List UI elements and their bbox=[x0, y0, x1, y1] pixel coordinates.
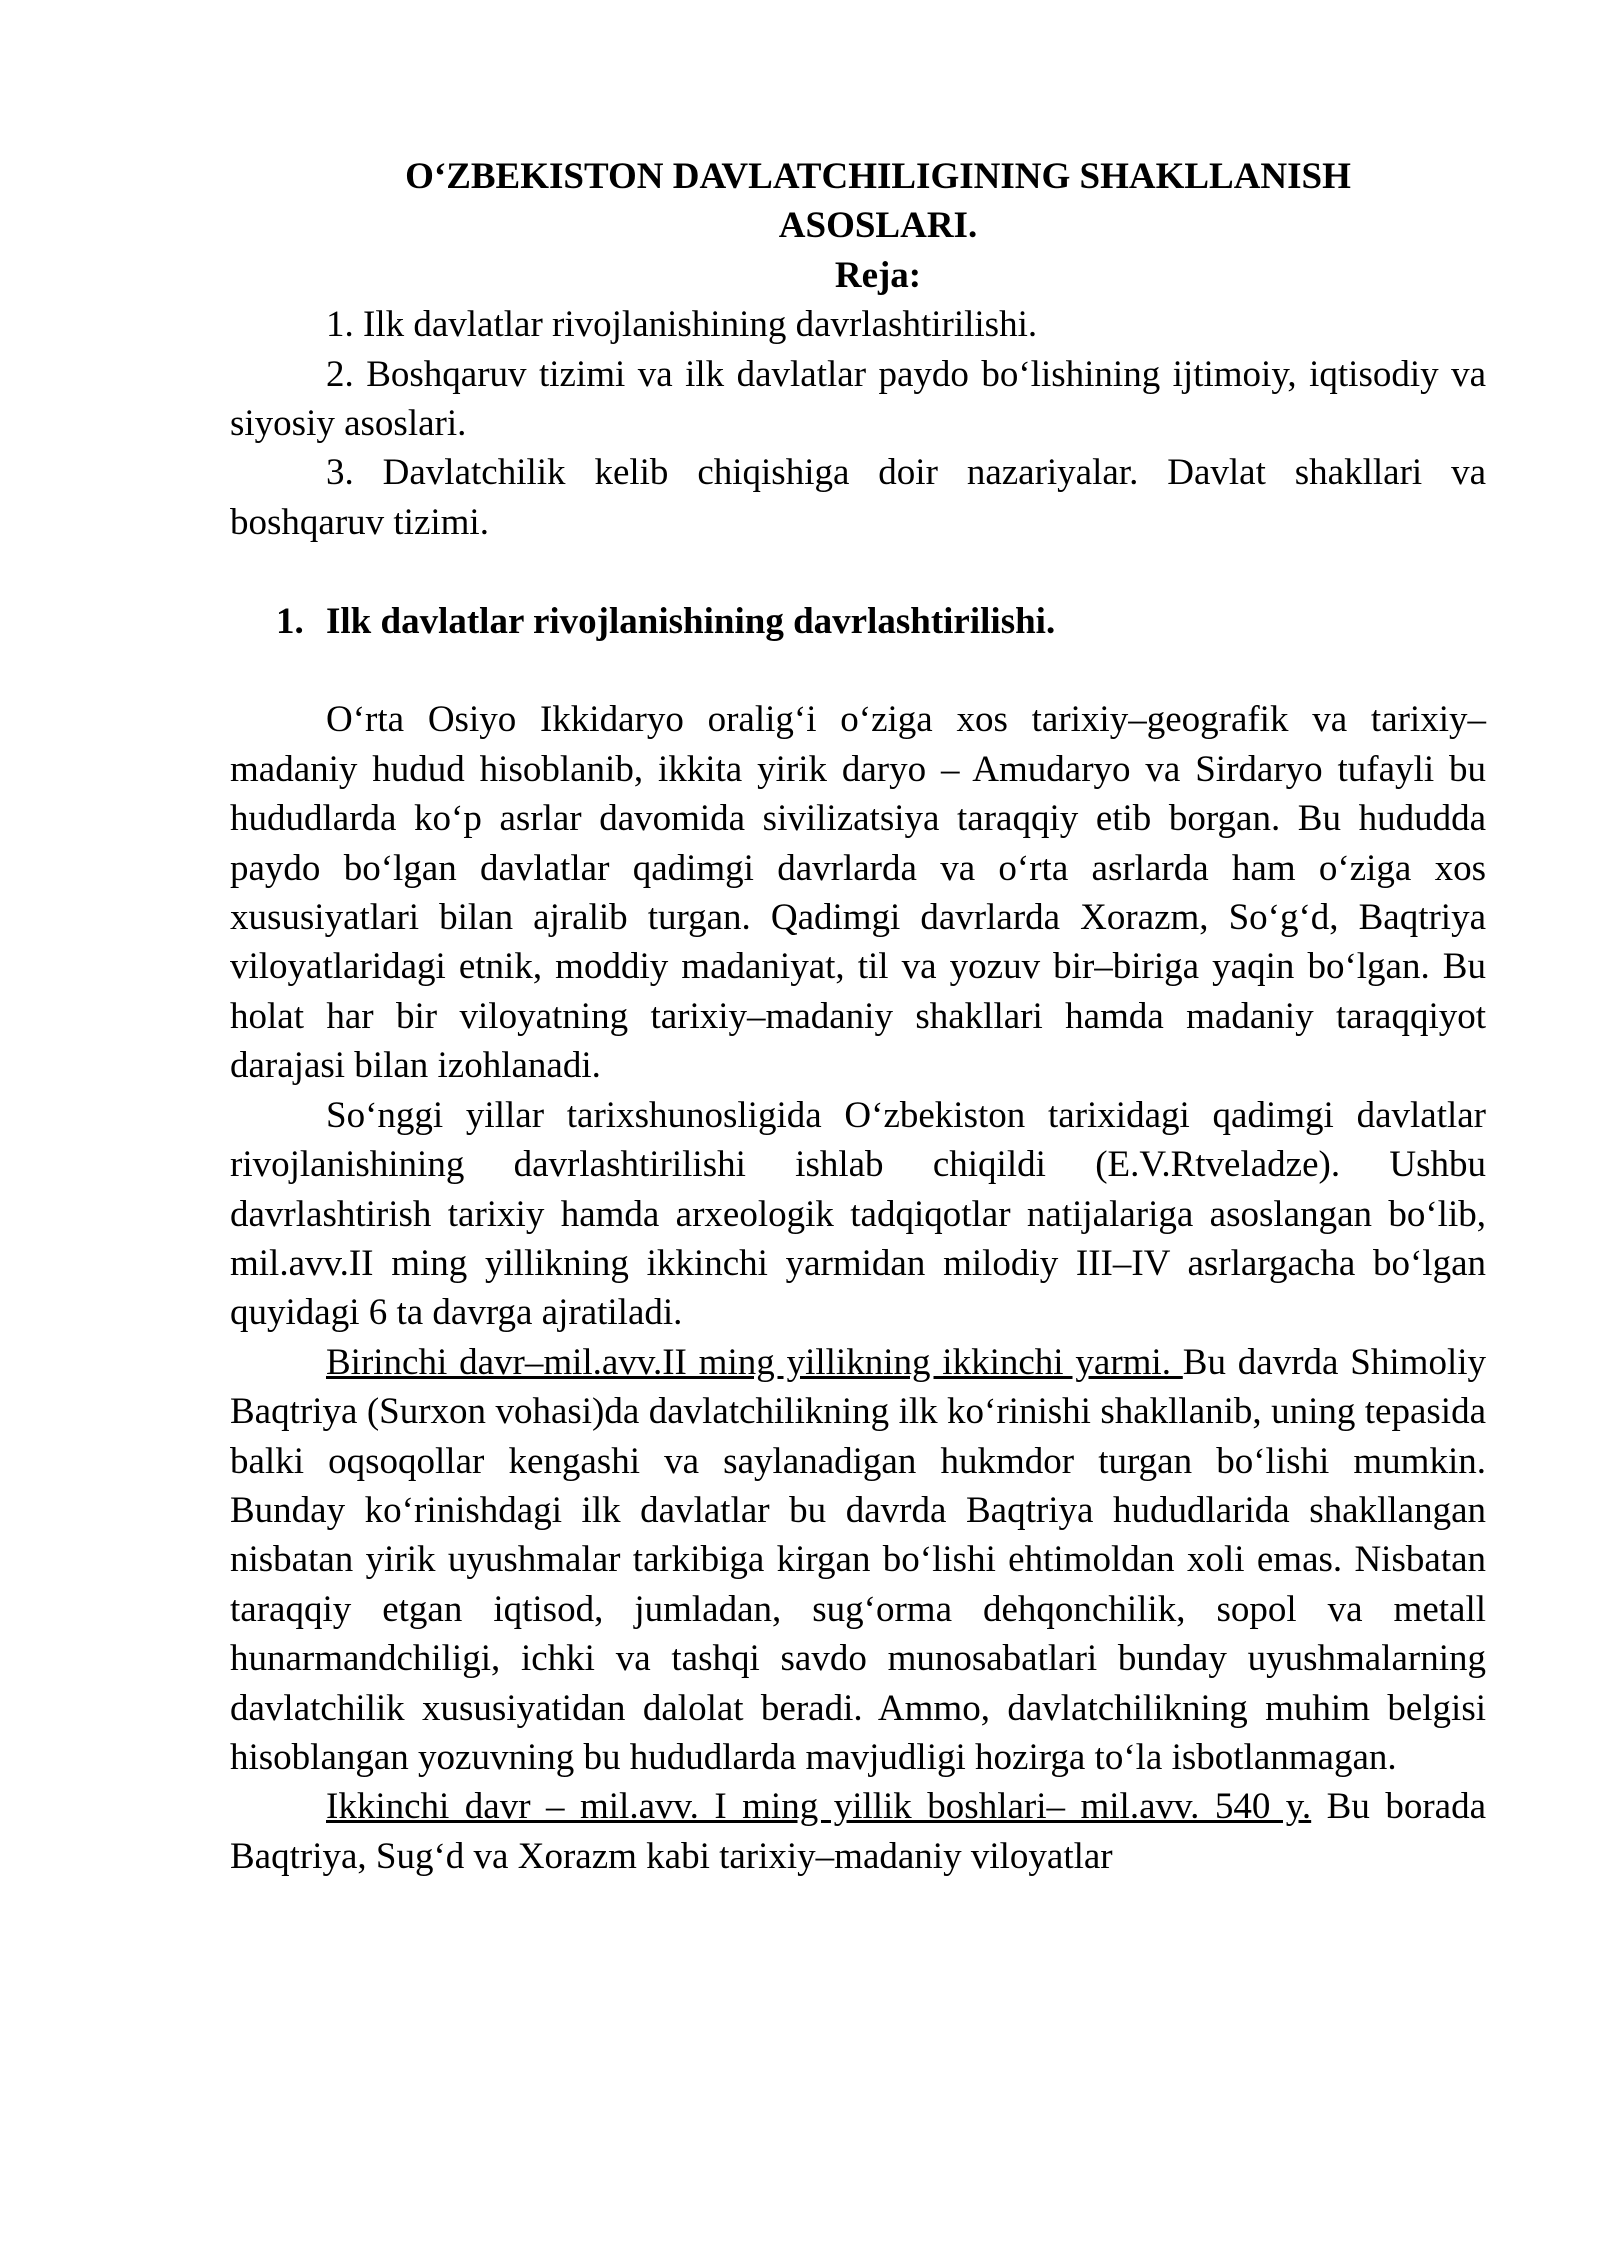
period-1-heading: Birinchi davr–mil.avv.II ming yillikning ikkinchi yarmi. bbox=[326, 1341, 1183, 1383]
paragraph-4 bbox=[230, 1782, 1486, 1881]
section-1-number: 1. bbox=[276, 600, 304, 642]
plan-item-3: 3. Davlatchilik kelib chiqishiga doir nazariyalar. Davlat shakllari va boshqaruv tizimi. bbox=[230, 452, 1486, 543]
plan-item-1: 1. Ilk davlatlar rivojlanishining davrlashtirilishi. bbox=[326, 304, 1038, 346]
paragraph-3 bbox=[230, 1338, 1486, 1783]
paragraph-4-text: Bu borada Baqtriya, Sug‘d va Xorazm kabi tarixiy–madaniy viloyatlar bbox=[230, 1786, 1486, 1877]
spacer bbox=[230, 547, 1486, 596]
document-title bbox=[230, 152, 1486, 251]
section-1-title: Ilk davlatlar rivojlanishining davrlashtirilishi. bbox=[326, 600, 1056, 642]
plan-heading: Reja: bbox=[834, 254, 922, 296]
paragraph-1: O‘rta Osiyo Ikkidaryo oralig‘i o‘ziga xos tarixiy–geografik va tarixiy–madaniy hudud hisoblanib, ikkita yirik daryo – Amudaryo va Sirdaryo tufayli bu hududlarda ko‘p asrlar davomida sivilizatsiya taraqqiy etib borgan. Bu hududda paydo bo‘lgan davlatlar qadimgi davrlarda va o‘rta asrlarda ham o‘ziga xos xususiyatlari bilan ajralib turgan. Qadimgi davrlarda Xorazm, So‘g‘d, Baqtriya viloyatlaridagi etnik, moddiy madaniyat, til va yozuv bir–biriga yaqin bo‘lgan. Bu holat har bir viloyatning tarixiy–madaniy shakllari hamda madaniy taraqqiyot darajasi bilan izohlanadi. bbox=[230, 699, 1486, 1087]
paragraph-2: So‘nggi yillar tarixshunosligida O‘zbekiston tarixidagi qadimgi davlatlar rivojlanishining davrlashtirilishi ishlab chiqildi (E.V.Rtveladze). Ushbu davrlashtirish tarixiy hamda arxeologik tadqiqotlar natijalariga asoslangan bo‘lib, mil.avv.II ming yillikning ikkinchi yarmidan milodiy III–IV asrlargacha bo‘lgan quyidagi 6 ta davrga ajratiladi. bbox=[230, 1094, 1486, 1334]
paragraph-3-text: Bu davrda Shimoliy Baqtriya (Surxon vohasi)da davlatchilikning ilk ko‘rinishi shakllanib, uning tepasida balki oqsoqollar kengashi va saylanadigan hukmdor turgan bo‘lishi mumkin. Bunday ko‘rinishdagi ilk davlatlar bu davrda Baqtriya hududlarida shakllangan nisbatan yirik uyushmalar tarkibiga kirgan bo‘lishi ehtimoldan xoli emas. Nisbatan taraqqiy etgan iqtisod, jumladan, sug‘orma dehqonchilik, sopol va metall hunarmandchiligi, ichki va tashqi savdo munosabatlari bunday uyushmalarning davlatchilik xususiyatidan dalolat beradi. Ammo, davlatchilikning muhim belgisi hisoblangan yozuvning bu hududlarda mavjudligi hozirga to‘la isbotlanmagan. bbox=[230, 1341, 1487, 1778]
title-line-2: ASOSLARI. bbox=[778, 205, 978, 247]
document-body bbox=[230, 152, 1486, 1881]
title-line-1: O‘ZBEKISTON DAVLATCHILIGINING SHAKLLANISH bbox=[405, 156, 1351, 197]
spacer bbox=[230, 646, 1486, 695]
period-2-heading: Ikkinchi davr – mil.avv. I ming yillik boshlari– mil.avv. 540 y. bbox=[326, 1786, 1312, 1828]
section-1-heading bbox=[230, 597, 1486, 646]
plan-item-2: 2. Boshqaruv tizimi va ilk davlatlar paydo bo‘lishining ijtimoiy, iqtisodiy va siyosiy asoslari. bbox=[230, 353, 1486, 445]
